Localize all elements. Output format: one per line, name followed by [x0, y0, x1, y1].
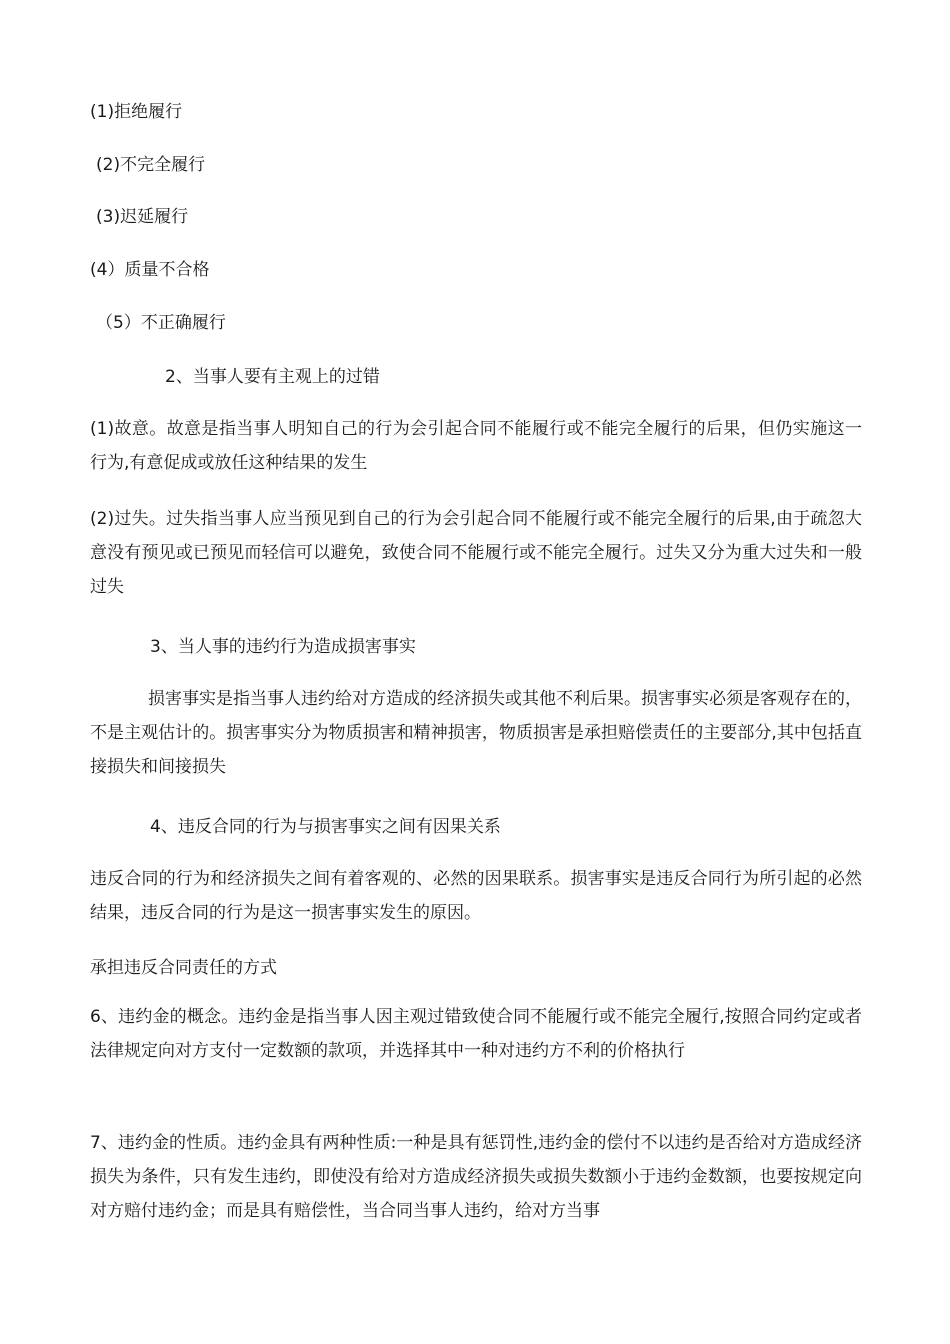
paragraph-intent: (1)故意。故意是指当事人明知自己的行为会引起合同不能履行或不能完全履行的后果，但仍实施这一行为,有意促成或放任这种结果的发生 [90, 419, 862, 473]
section-heading-causality: 4、违反合同的行为与损害事实之间有因果关系 [150, 817, 501, 837]
paragraph-damage-fact: 损害事实是指当事人违约给对方造成的经济损失或其他不利后果。损害事实必须是客观存在的，不是主观估计的。损害事实分为物质损害和精神损害，物质损害是承担赔偿责任的主要部分,其中包括直接损失和间接损失 [90, 689, 862, 777]
list-item-incorrect-performance: （5）不正确履行 [96, 313, 226, 333]
list-item-incomplete-performance: (2)不完全履行 [96, 155, 206, 175]
paragraph-penalty-nature: 7、违约金的性质。违约金具有两种性质:一种是具有惩罚性,违约金的偿付不以违约是否给对方造成经济损失为条件，只有发生违约，即使没有给对方造成经济损失或损失数额小于违约金数额，也要按规定向对方赔付违约金；而是具有赔偿性，当合同当事人违约，给对方当事 [90, 1133, 862, 1221]
paragraph-negligence: (2)过失。过失指当事人应当预见到自己的行为会引起合同不能履行或不能完全履行的后果,由于疏忽大意没有预见或已预见而轻信可以避免，致使合同不能履行或不能完全履行。过失又分为重大过失和一般过失 [90, 509, 862, 597]
section-heading-subjective-fault: 2、当事人要有主观上的过错 [165, 367, 380, 387]
list-item-quality-defect: (4）质量不合格 [90, 260, 210, 280]
paragraph-causality: 违反合同的行为和经济损失之间有着客观的、必然的因果联系。损害事实是违反合同行为所引起的必然结果，违反合同的行为是这一损害事实发生的原因。 [90, 869, 862, 923]
list-item-refuse-performance: (1)拒绝履行 [90, 102, 183, 122]
paragraph-penalty-concept: 6、违约金的概念。违约金是指当事人因主观过错致使合同不能履行或不能完全履行,按照合同约定或者法律规定向对方支付一定数额的款项，并选择其中一种对违约方不利的价格执行 [90, 1007, 862, 1061]
section-heading-liability-methods: 承担违反合同责任的方式 [90, 958, 277, 978]
section-heading-damage-fact: 3、当人事的违约行为造成损害事实 [150, 637, 416, 657]
list-item-delayed-performance: (3)迟延履行 [96, 207, 189, 227]
